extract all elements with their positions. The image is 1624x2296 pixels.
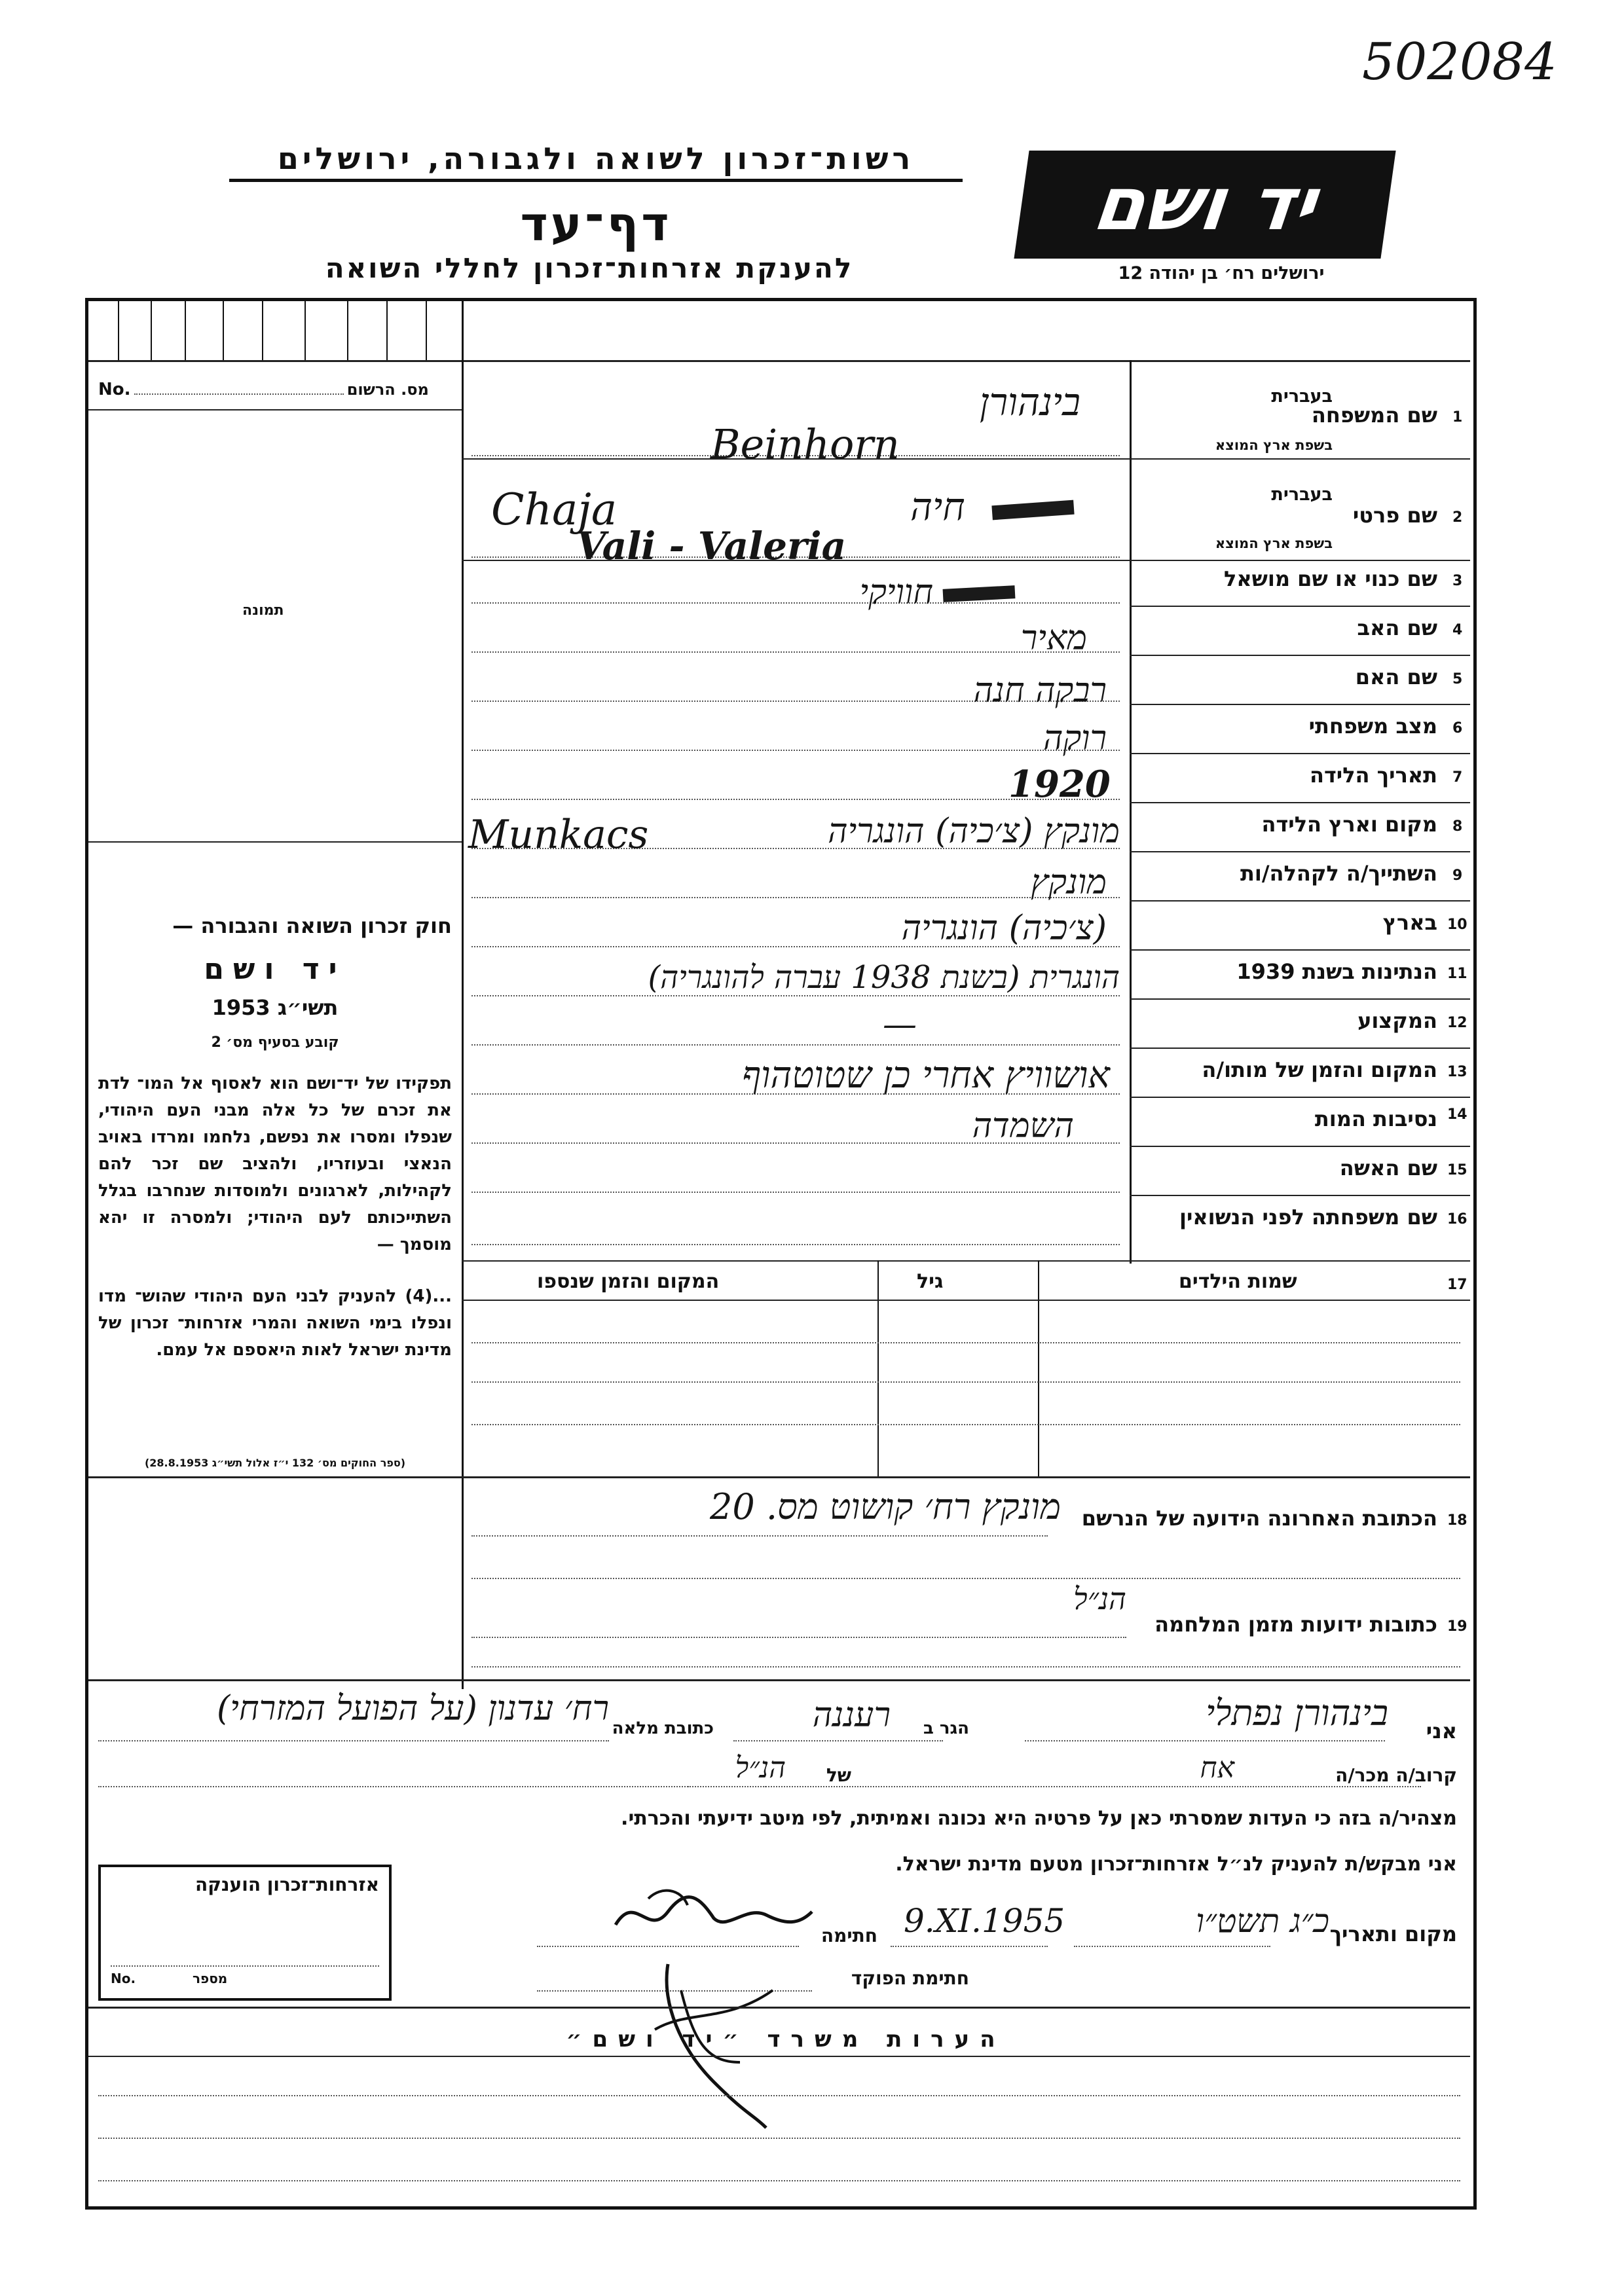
of-value: הנ״ל [735,1751,786,1785]
archive-number: 502084 [1362,33,1557,92]
field-19-number: 19 [1447,1618,1467,1635]
field-12-number: 12 [1447,1015,1467,1031]
law-title: חוק זכרון השואה והגבורה — [172,913,452,938]
field-19-label: כתובות ידועות מזמן המלחמה [1154,1612,1437,1637]
field-19-value: הנ״ל [1073,1581,1126,1616]
field-10-label: בארץ [1382,910,1437,935]
declaration-request: אני מבקש/ת להעניק לנ״ל אזרחות־זכרון מטעם מדינת ישראל. [895,1853,1457,1876]
field-6-label: מצב משפחתי [1308,714,1437,738]
field-8-value: מונקץ (צ׳כיה) הונגריה [828,812,1120,851]
field-14-number: 14 [1447,1106,1467,1123]
field-18-number: 18 [1447,1512,1467,1529]
place-date-label: מקום ותאריך [1329,1922,1457,1946]
field-7-number: 7 [1452,769,1463,786]
field-1-sub-origin: בשפת ארץ המוצא [1215,437,1333,453]
logo-text: יד ושם [1088,162,1322,247]
declaration-ani: אני [1426,1719,1457,1743]
declaration-statement: מצהיר/ה בזה כי העדות שמסרתי כאן על פרטיה היא נכונה ואמיתית, לפי מיטב ידיעתי והכרתי. [621,1807,1457,1830]
field-12-value: — [883,1005,917,1044]
signature-label: חתימה [821,1925,877,1946]
children-place-header: המקום והזמן שנספו [537,1270,720,1293]
resides-label: הגר ב [923,1719,969,1738]
declaration-date: 9.XI.1955 [904,1902,1065,1940]
field-14-value: השמדה [972,1106,1074,1146]
field-13-label: המקום והזמן של מותו/ה [1202,1057,1437,1082]
field-1-label: שם המשפחה [1311,403,1437,428]
field-15-number: 15 [1447,1162,1467,1178]
field-2-label: שם פרטי [1352,503,1437,528]
field-9-value: מונקץ [1031,863,1107,902]
photo-label: תמונה [242,602,284,619]
field-2-sub-origin: בשפת ארץ המוצא [1215,536,1333,551]
stamp-box-title: אזרחות־זכרון הוענקה [195,1874,379,1895]
field-2-value-second: Vali - Valeria [576,524,847,568]
children-names-header: שמות הילדים [1179,1270,1297,1293]
declarant-city: רעננה [812,1696,891,1735]
field-1-value: בינהורן [979,380,1080,424]
field-11-label: הנתינות בשנת 1939 [1236,959,1437,984]
field-18-label: הכתובת האחרונה הידועה של הנרשם [1081,1506,1437,1531]
field-4-label: שם האב [1357,615,1437,640]
authority-title: רשות־זכרון לשואה ולגבורה, ירושלים [229,141,963,182]
field-11-value: הונגרית (בשנת 1938 עברה להונגריה) [648,959,1120,996]
field-6-number: 6 [1452,720,1463,737]
field-4-value: מאיר [1020,619,1087,658]
field-13-value: אושוויץ אחרי כן שטוטהוף [742,1054,1110,1097]
field-1-value-latin: Beinhorn [710,420,900,468]
citizenship-stamp-box [98,1865,392,2001]
address-label: כתובת מלאה [612,1719,714,1738]
field-8-value-latin: Munkacs [468,812,649,858]
officer-signature-label: חתימת הפוקד [851,1967,969,1989]
field-16-label: שם משפחתה לפני הנשואין [1179,1205,1437,1230]
children-age-header: גיל [917,1270,944,1293]
law-text-1: תפקידו של יד־ושם הוא לאסוף אל המו־ לדת את זכרם של כל אלה מבני העם היהודי, שנפלו ומסרו את נפשם, נלחמו ומרדו באויב הנאצי ובעוזריו, ולהציב שם זכר להם לקהילות, לארגונים ולמוסדות שנחרבו בגלל השתייכותם לעם היהודי; ולמסרה זו יהא מוסמך — [98,1074,452,1254]
field-3-label: שם כנוי או שם מושאל [1223,566,1437,591]
field-7-value: 1920 [1008,763,1111,806]
relation-label: קרוב/ה מכר/ה [1335,1764,1457,1786]
field-1-number: 1 [1452,409,1463,426]
law-name: יד ושם [204,953,346,986]
field-12-label: המקצוע [1357,1008,1437,1033]
law-clause: קובע בסעיף מס׳ 2 [211,1034,339,1051]
field-9-number: 9 [1452,867,1463,884]
field-10-value: (צ׳כיה) הונגריה [901,909,1107,948]
declarant-address: רח׳ עדנון (על הפועל המזרחי) [216,1689,609,1728]
notes-title: הערות משרד ״יד ושם״ [566,2026,1006,2052]
field-17-number: 17 [1447,1277,1467,1293]
declarant-signature [609,1879,819,1951]
field-2-value-latin: Chaja [491,484,618,535]
field-18-value: מונקץ רח׳ קושוט מס. 20 [709,1486,1061,1527]
of-label: של [826,1764,851,1786]
field-16-number: 16 [1447,1211,1467,1228]
field-3-value: חוויקי [859,573,933,612]
stamp-no-label: No. [111,1971,136,1986]
form-title: דף־עד [520,196,672,251]
yad-vashem-logo [1014,151,1395,259]
field-1-sub-hebrew: בעברית [1271,386,1333,407]
field-7-label: תאריך הלידה [1309,763,1437,788]
place-date-value: כ״ג תשט״ו [1196,1902,1329,1940]
field-2-value: חיה [910,484,965,529]
field-5-value: רבקה חנה [973,671,1107,710]
no-label: No. [98,380,131,399]
field-2-number: 2 [1452,509,1463,526]
field-2-sub-hebrew: בעברית [1271,484,1333,505]
form-subtitle: להענקת אזרחות־זכרון לחללי השואה [325,252,854,284]
field-11-number: 11 [1447,966,1467,982]
logo-address: ירושלים רח׳ בן יהודה 12 [1118,263,1325,283]
field-8-number: 8 [1452,818,1463,835]
law-year: תשי״ג 1953 [212,995,339,1020]
registration-number-row [98,380,452,399]
field-6-value: רוקה [1043,719,1107,758]
field-8-label: מקום וארץ הלידה [1261,812,1437,837]
relation-value: אח [1200,1751,1234,1785]
field-14-label: נסיבות המות [1314,1106,1437,1131]
declarant-name: בינהורן נפתלי [1206,1692,1388,1734]
field-10-number: 10 [1447,917,1467,933]
field-5-number: 5 [1452,671,1463,687]
field-5-label: שם האם [1355,665,1437,689]
field-3-number: 3 [1452,573,1463,589]
law-source: (ספר החוקים מס׳ 132 י״ז אלול תשי״ג 28.8.1953) [144,1457,406,1469]
registration-label: מס. הרשום [346,380,429,399]
law-text-2: ...(4) להעניק לבני העם היהודי שהוש־ מדו ונפלו בימי השואה והמרי אזרחות־ זכרון של מדינת ישראל לאות היאספם אל עמם. [98,1286,452,1360]
field-15-label: שם האשה [1339,1156,1437,1180]
field-4-number: 4 [1452,622,1463,638]
field-13-number: 13 [1447,1064,1467,1080]
stamp-number-label: מספר [193,1971,228,1986]
field-9-label: השתייך/ה לקהלה/ות [1240,861,1437,886]
